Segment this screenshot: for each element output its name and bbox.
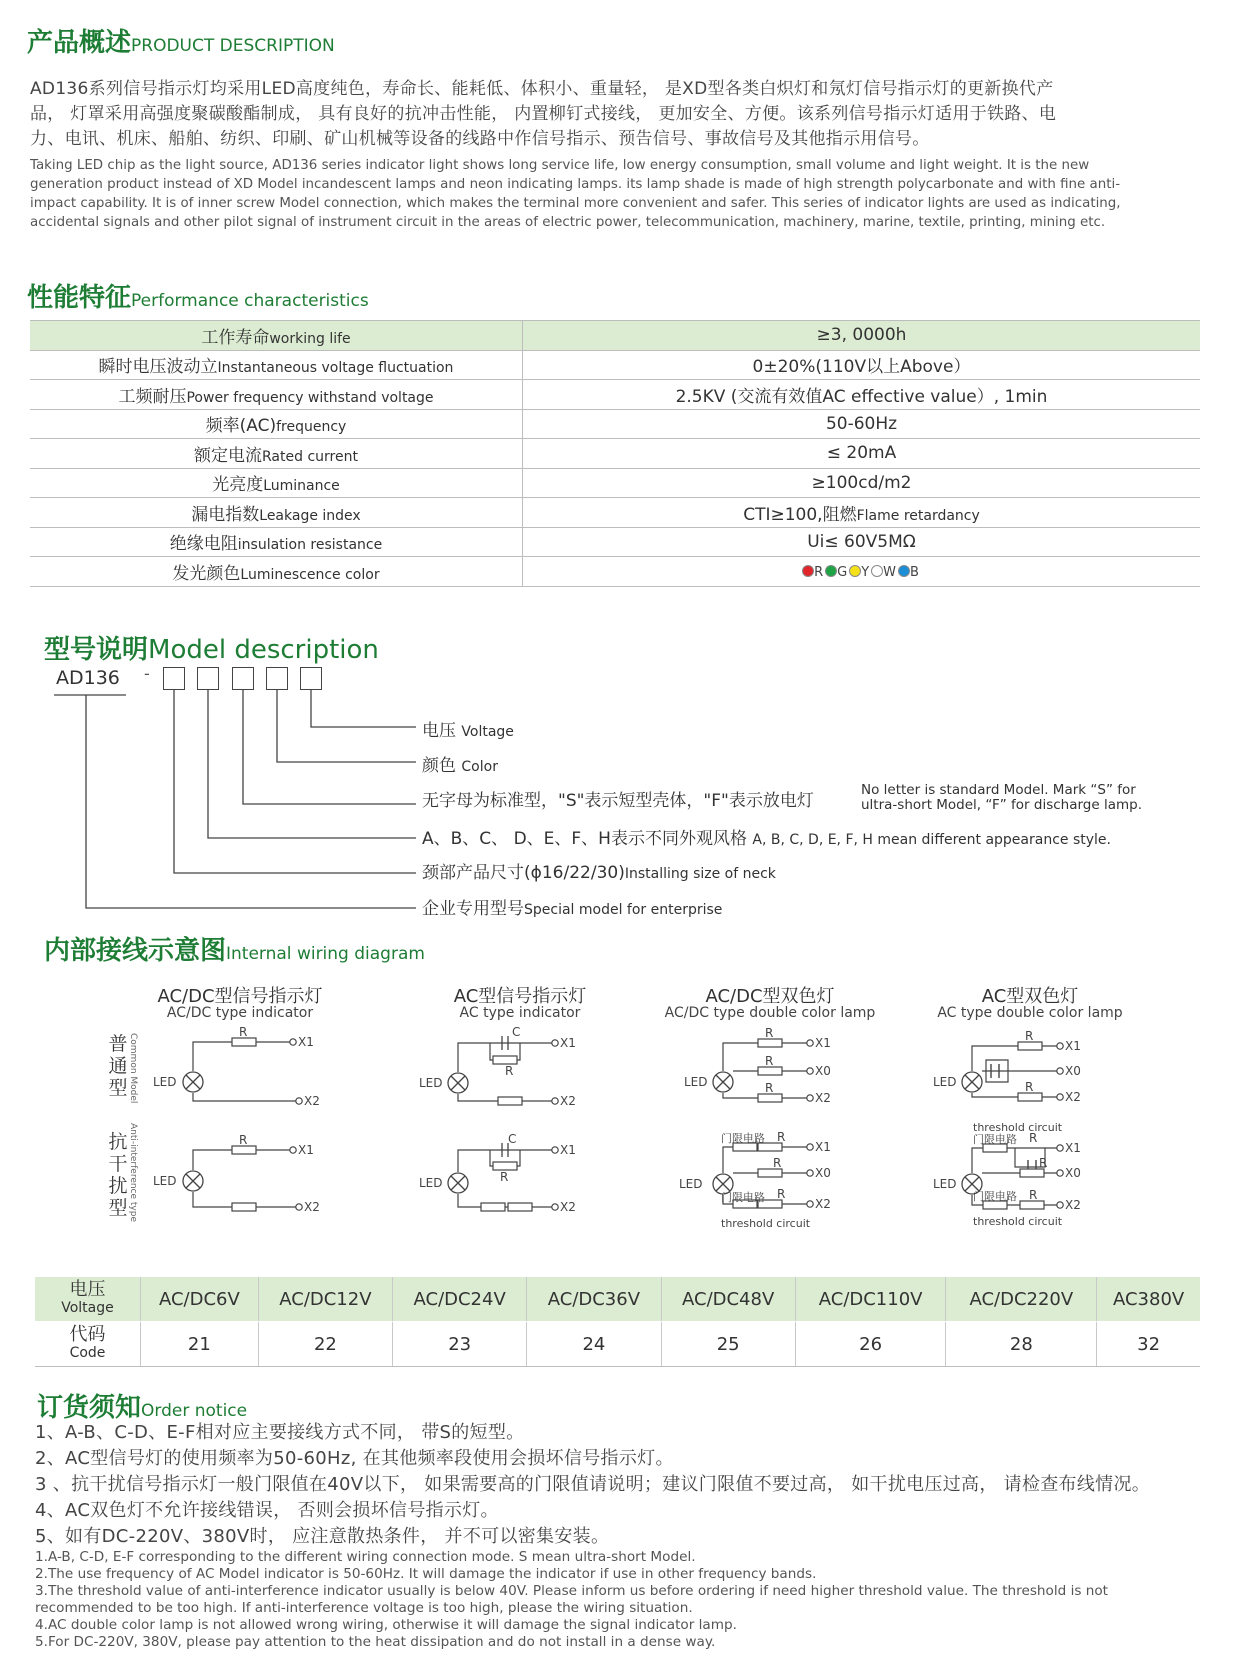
table-row: 漏电指数Leakage index CTI≥100,阻燃Flame retardancy	[30, 498, 1200, 528]
r-label: R	[765, 1026, 774, 1040]
threshold-cn: 门限电路	[973, 1190, 1017, 1203]
row-label-common-en: Common Model	[128, 1033, 138, 1104]
wiring-col-title: AC型信号指示灯	[453, 986, 587, 1007]
led-label: LED	[684, 1075, 708, 1089]
title-en: Model description	[148, 635, 379, 665]
wiring-col-sub: AC/DC type double color lamp	[664, 1005, 876, 1021]
title-cn: 性能特征	[27, 283, 132, 313]
r-label: R	[777, 1187, 786, 1201]
notice-en-item: 1.A-B, C-D, E-F corresponding to the different wiring connection mode. S mean ultra-short Model.	[35, 1549, 696, 1565]
desc-cn-line: 品， 灯罩采用高强度聚碳酸酯制成， 具有良好的抗冲击性能， 内置柳钉式接线， 更加安全、方便。该系列信号指示灯适用于铁路、电	[30, 104, 1057, 124]
r-label: R	[239, 1025, 248, 1039]
r-label: R	[765, 1054, 774, 1068]
notice-en-item: recommended to be too high. If anti-interference voltage is too high, please the wiring situation.	[35, 1600, 693, 1616]
x1-label: X1	[1065, 1141, 1081, 1155]
x2-label: X2	[815, 1091, 831, 1105]
c-label: C	[512, 1025, 521, 1039]
led-label: LED	[419, 1176, 443, 1190]
model-dash: -	[144, 664, 150, 683]
r-label: R	[1029, 1131, 1038, 1145]
notice-en-item: 2.The use frequency of AC Model indicator is 50-60Hz. It will damage the indicator if use in other frequency bands.	[35, 1566, 817, 1582]
desc-cn-line: AD136系列信号指示灯均采用LED高度纯色，寿命长、能耗低、体积小、重量轻， 是XD型各类白炽灯和氖灯信号指示灯的更新换代产	[30, 79, 1054, 99]
table-row: 光亮度Luminance ≥100cd/m2	[30, 468, 1200, 498]
model-label-style: A、B、C、 D、E、F、H表示不同外观风格 A, B, C, D, E, F, H mean different appearance style.	[422, 829, 1111, 849]
table-row: 代码 Code 21 22 23 24 25 26 28 32	[35, 1322, 1200, 1367]
r-label: R	[777, 1130, 786, 1144]
threshold-en: threshold circuit	[973, 1215, 1063, 1228]
led-label: LED	[679, 1177, 703, 1191]
x2-label: X2	[304, 1200, 320, 1214]
threshold-cn: 门限电路	[973, 1133, 1017, 1146]
color-letter: R	[814, 565, 824, 581]
title-en: PRODUCT DESCRIPTION	[131, 36, 335, 56]
title-en: Internal wiring diagram	[226, 944, 425, 964]
model-label-neck: 颈部产品尺寸(ϕ16/22/30)Installing size of neck	[422, 863, 776, 883]
threshold-cn: 门限电路	[721, 1132, 765, 1145]
x2-label: X2	[1065, 1090, 1081, 1104]
r-label: R	[1025, 1029, 1034, 1043]
led-label: LED	[153, 1075, 177, 1089]
title-cn: 产品概述	[27, 28, 132, 58]
wiring-col-title: AC型双色灯	[981, 986, 1079, 1007]
notice-cn-item: 3 、抗干扰信号指示灯一般门限值在40V以下， 如果需要高的门限值请说明；建议门限值不要过高， 如干扰电压过高， 请检查布线情况。	[35, 1474, 1151, 1495]
title-en: Performance characteristics	[131, 291, 369, 311]
notice-en-item: 3.The threshold value of anti-interference indicator usually is below 40V. Please inform us before ordering if need higher threshold value. The threshold is not	[35, 1583, 1109, 1599]
notice-en-item: 5.For DC-220V, 380V, please pay attention to the heat dissipation and do not install in a dense way.	[35, 1634, 716, 1650]
model-label-color: 颜色 Color	[422, 756, 498, 776]
desc-en-line: Taking LED chip as the light source, AD136 series indicator light shows long service life, low energy consumption, small volume and light weight. It is the new	[30, 158, 1090, 173]
desc-en-line: generation product instead of XD Model incandescent lamps and neon indicating lamps. its lamp shade is made of high strength polycarbonate and with fine anti-	[30, 177, 1121, 192]
x0-label: X0	[815, 1064, 831, 1078]
threshold-cn: 门限电路	[721, 1191, 765, 1204]
model-label-type: 无字母为标准型，"S"表示短型壳体，"F"表示放电灯	[422, 791, 814, 811]
r-label: R	[1029, 1188, 1038, 1202]
led-label: LED	[933, 1075, 957, 1089]
title-en: Order notice	[141, 1401, 248, 1421]
r-label: R	[1025, 1080, 1034, 1094]
table-row: 瞬时电压波动立Instantaneous voltage fluctuation 0±20%(110V以上Above）	[30, 350, 1200, 380]
model-label-type-en: No letter is standard Model. Mark “S” for ultra-short Model, “F” for discharge lamp.	[861, 782, 1142, 813]
model-label-voltage: 电压 Voltage	[422, 721, 514, 741]
table-row: 发光颜色Luminescence color R G Y W B	[30, 557, 1200, 587]
r-label: R	[1039, 1156, 1048, 1170]
r-label: R	[500, 1170, 509, 1184]
table-row: 额定电流Rated current ≤ 20mA	[30, 439, 1200, 469]
x1-label: X1	[815, 1036, 831, 1050]
wiring-col-title: AC/DC型双色灯	[705, 986, 835, 1007]
color-letter: Y	[861, 565, 870, 581]
x1-label: X1	[560, 1036, 576, 1050]
desc-cn-line: 力、电讯、机床、船舶、纺织、印刷、矿山机械等设备的线路中作信号指示、预告信号、事故信号及其他指示用信号。	[30, 129, 930, 149]
r-label: R	[505, 1064, 514, 1078]
led-label: LED	[153, 1174, 177, 1188]
table-row: 绝缘电阻insulation resistance Ui≤ 60V5MΩ	[30, 527, 1200, 557]
x1-label: X1	[1065, 1039, 1081, 1053]
title-cn: 内部接线示意图	[44, 936, 227, 966]
desc-en-line: impact capability. It is of inner screw Model connection, which makes the terminal more convenient and safer. This series of indicator lights are used as indicating,	[30, 196, 1121, 211]
table-row: 工作寿命working life ≥3, 0000h	[30, 321, 1200, 350]
notice-cn-item: 4、AC双色灯不允许接线错误， 否则会损坏信号指示灯。	[35, 1500, 499, 1521]
r-label: R	[239, 1133, 248, 1147]
model-label-enterprise: 企业专用型号Special model for enterprise	[422, 899, 723, 919]
desc-en-line: accidental signals and other pilot signal of instrument circuit in the areas of electric power, telecommunication, machinery, marine, textile, printing, mining etc.	[30, 215, 1106, 230]
model-code: AD136	[56, 667, 120, 689]
x2-label: X2	[815, 1197, 831, 1211]
x0-label: X0	[815, 1166, 831, 1180]
wiring-col-sub: AC type double color lamp	[937, 1005, 1123, 1021]
x2-label: X2	[1065, 1198, 1081, 1212]
x0-label: X0	[1065, 1166, 1081, 1180]
led-label: LED	[933, 1177, 957, 1191]
table-row: 工频耐压Power frequency withstand voltage 2.5KV (交流有效值AC effective value）, 1min	[30, 380, 1200, 410]
color-letter: B	[910, 565, 919, 581]
led-label: LED	[419, 1076, 443, 1090]
notice-cn-item: 5、如有DC-220V、380V时， 应注意散热条件， 并不可以密集安装。	[35, 1526, 610, 1547]
voltage-code-table	[35, 1277, 1200, 1367]
x1-label: X1	[815, 1140, 831, 1154]
c-label: C	[508, 1132, 517, 1146]
r-label: R	[773, 1156, 782, 1170]
notice-cn-item: 1、A-B、C-D、E-F相对应主要接线方式不同， 带S的短型。	[35, 1422, 525, 1443]
wiring-col-title: AC/DC型信号指示灯	[157, 986, 323, 1007]
table-row: 频率(AC)frequency 50-60Hz	[30, 409, 1200, 439]
wiring-col-sub: AC/DC type indicator	[166, 1005, 314, 1021]
notice-en-item: 4.AC double color lamp is not allowed wrong wiring, otherwise it will damage the signal indicator lamp.	[35, 1617, 737, 1633]
wiring-col-sub: AC type indicator	[459, 1005, 581, 1021]
x1-label: X1	[298, 1035, 314, 1049]
x0-label: X0	[1065, 1064, 1081, 1078]
table-row: 电压 Voltage AC/DC6V AC/DC12V AC/DC24V AC/DC36V AC/DC48V AC/DC110V AC/DC220V AC380V	[35, 1277, 1200, 1322]
x1-label: X1	[298, 1143, 314, 1157]
title-cn: 型号说明	[44, 635, 149, 665]
row-label-common: 普 通 型	[108, 1033, 128, 1099]
x2-label: X2	[560, 1094, 576, 1108]
color-letter: W	[883, 565, 896, 581]
row-label-anti: 抗 干 扰 型	[108, 1131, 128, 1219]
row-label-anti-en: Anti-interference type	[128, 1123, 138, 1223]
x2-label: X2	[560, 1200, 576, 1214]
threshold-en: threshold circuit	[973, 1121, 1063, 1134]
notice-cn-item: 2、AC型信号灯的使用频率为50-60Hz, 在其他频率段使用会损坏信号指示灯。	[35, 1448, 674, 1469]
color-letter: G	[837, 565, 848, 581]
x1-label: X1	[560, 1143, 576, 1157]
threshold-en: threshold circuit	[721, 1217, 811, 1230]
title-cn: 订货须知	[37, 1393, 142, 1423]
x2-label: X2	[304, 1094, 320, 1108]
r-label: R	[765, 1081, 774, 1095]
